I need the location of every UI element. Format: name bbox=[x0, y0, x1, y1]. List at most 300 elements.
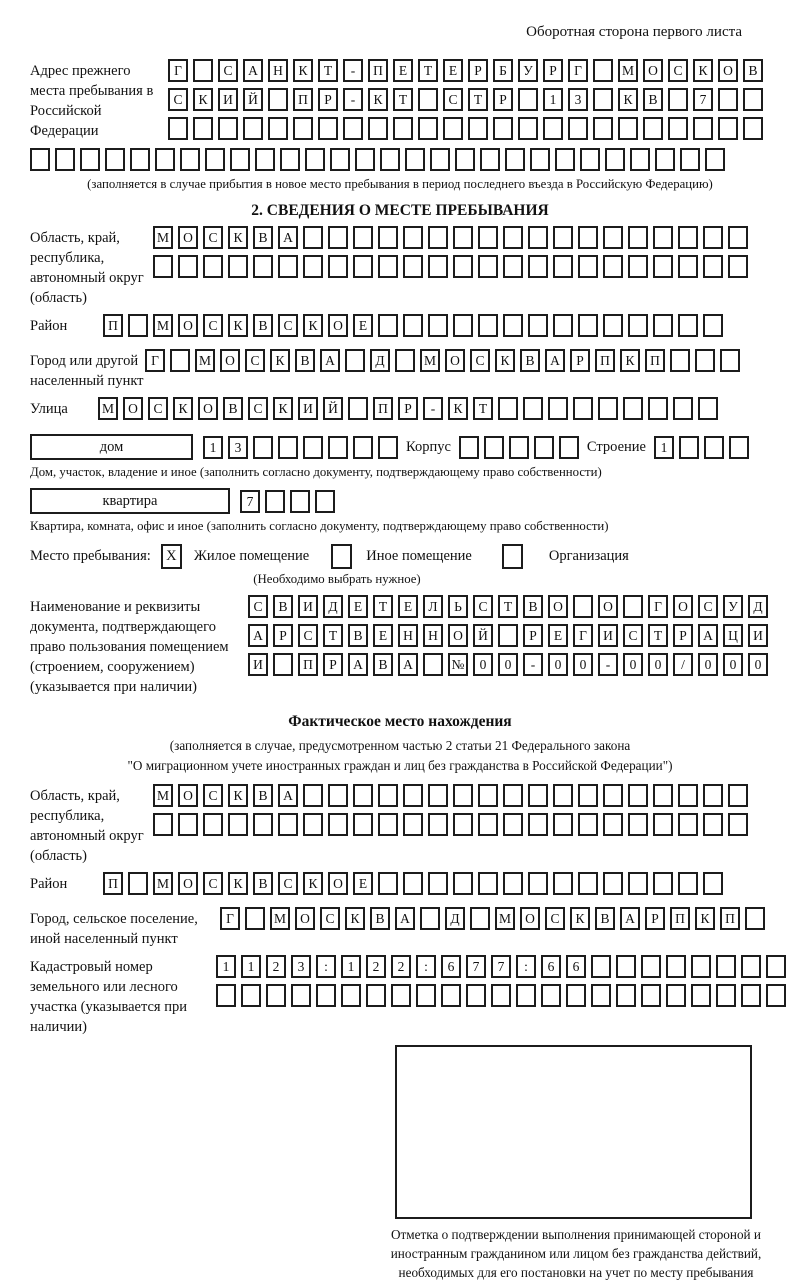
char-cell bbox=[428, 872, 448, 895]
char-cell bbox=[255, 148, 275, 171]
char-cell bbox=[553, 813, 573, 836]
district-label: Район bbox=[30, 318, 68, 334]
char-cell: П bbox=[373, 397, 393, 420]
char-cell: Ь bbox=[448, 595, 468, 618]
char-cell: Г bbox=[220, 907, 240, 930]
char-cell bbox=[216, 984, 236, 1007]
char-cell: Т bbox=[648, 624, 668, 647]
char-cell: Р bbox=[493, 88, 513, 111]
char-cell: : bbox=[316, 955, 336, 978]
char-cell: С bbox=[473, 595, 493, 618]
char-cell: И bbox=[748, 624, 768, 647]
char-cell bbox=[278, 436, 298, 459]
char-cell: С bbox=[203, 872, 223, 895]
char-cell bbox=[218, 117, 238, 140]
char-cell bbox=[153, 813, 173, 836]
char-cell: Т bbox=[498, 595, 518, 618]
char-cell bbox=[678, 314, 698, 337]
char-row bbox=[98, 397, 770, 420]
char-cell bbox=[553, 784, 573, 807]
char-cell bbox=[728, 255, 748, 278]
field-actual-region bbox=[30, 784, 770, 866]
char-cell bbox=[80, 148, 100, 171]
char-cell bbox=[423, 653, 443, 676]
char-cell bbox=[418, 88, 438, 111]
char-cell bbox=[478, 255, 498, 278]
char-cell bbox=[366, 984, 386, 1007]
checkbox-residential: X bbox=[161, 544, 182, 569]
char-cell: 6 bbox=[441, 955, 461, 978]
char-cell: 7 bbox=[240, 490, 260, 513]
char-cell: - bbox=[343, 88, 363, 111]
char-cell bbox=[453, 226, 473, 249]
char-cell: 1 bbox=[216, 955, 236, 978]
char-cell bbox=[345, 349, 365, 372]
char-cell bbox=[605, 148, 625, 171]
char-cell: К bbox=[303, 872, 323, 895]
field-actual-city bbox=[30, 907, 770, 949]
char-cell bbox=[328, 226, 348, 249]
char-cell: К bbox=[193, 88, 213, 111]
char-cell: Б bbox=[493, 59, 513, 82]
char-cell bbox=[243, 117, 263, 140]
char-cell: Т bbox=[393, 88, 413, 111]
char-cell bbox=[603, 255, 623, 278]
char-cell: 1 bbox=[341, 955, 361, 978]
char-row-full-width bbox=[30, 148, 770, 171]
actual-location-title: Фактическое место нахождения bbox=[288, 713, 512, 730]
stamp-area-box bbox=[395, 1045, 752, 1219]
char-cell bbox=[503, 226, 523, 249]
char-cell bbox=[703, 226, 723, 249]
char-cell bbox=[403, 813, 423, 836]
char-cell bbox=[666, 955, 686, 978]
char-cell: - bbox=[598, 653, 618, 676]
char-cell bbox=[670, 349, 690, 372]
char-cell bbox=[716, 984, 736, 1007]
char-cell bbox=[679, 436, 699, 459]
char-cell: Т bbox=[318, 59, 338, 82]
char-cell bbox=[603, 226, 623, 249]
char-cell bbox=[491, 984, 511, 1007]
char-cell bbox=[328, 784, 348, 807]
char-cell bbox=[628, 784, 648, 807]
char-cell: О bbox=[178, 872, 198, 895]
char-cell bbox=[278, 255, 298, 278]
char-cell: О bbox=[548, 595, 568, 618]
char-cell: К bbox=[303, 314, 323, 337]
char-cell: У bbox=[723, 595, 743, 618]
char-cell bbox=[745, 907, 765, 930]
char-cell: Д bbox=[748, 595, 768, 618]
stamp-caption: Отметка о подтверждении выполнения принимающей стороной и иностранным гражданином или лицом без гражданства действий, необходимых для его постановки на учет по месту пребывания bbox=[390, 1226, 762, 1280]
char-cell: В bbox=[253, 314, 273, 337]
previous-address-rows bbox=[168, 59, 770, 146]
field-document bbox=[30, 595, 770, 697]
char-cell bbox=[478, 226, 498, 249]
char-row bbox=[248, 595, 770, 618]
char-cell: Е bbox=[443, 59, 463, 82]
char-cell: В bbox=[295, 349, 315, 372]
char-cell bbox=[691, 955, 711, 978]
char-cell: Р bbox=[570, 349, 590, 372]
char-cell bbox=[528, 255, 548, 278]
char-row bbox=[103, 872, 770, 895]
char-cell bbox=[391, 984, 411, 1007]
char-cell: 2 bbox=[266, 955, 286, 978]
actual-location-note-line1: (заполняется в случае, предусмотренном частью 2 статьи 21 Федерального закона bbox=[169, 738, 631, 753]
char-cell bbox=[178, 813, 198, 836]
char-cell: Л bbox=[423, 595, 443, 618]
char-cell: О bbox=[718, 59, 738, 82]
char-cell: К bbox=[270, 349, 290, 372]
char-cell: Г bbox=[568, 59, 588, 82]
char-cell bbox=[534, 436, 554, 459]
char-cell: М bbox=[618, 59, 638, 82]
char-cell bbox=[405, 148, 425, 171]
char-cell bbox=[648, 397, 668, 420]
char-cell bbox=[718, 88, 738, 111]
char-cell bbox=[743, 117, 763, 140]
char-cell: Н bbox=[398, 624, 418, 647]
char-cell bbox=[428, 255, 448, 278]
char-cell: А bbox=[395, 907, 415, 930]
char-cell: М bbox=[195, 349, 215, 372]
char-cell: К bbox=[345, 907, 365, 930]
char-cell: О bbox=[328, 872, 348, 895]
char-cell: А bbox=[248, 624, 268, 647]
char-cell bbox=[678, 784, 698, 807]
char-cell bbox=[170, 349, 190, 372]
char-cell: В bbox=[743, 59, 763, 82]
char-cell bbox=[653, 255, 673, 278]
char-cell bbox=[353, 813, 373, 836]
char-cell bbox=[703, 255, 723, 278]
char-cell bbox=[453, 872, 473, 895]
char-cell bbox=[316, 984, 336, 1007]
char-cell bbox=[348, 397, 368, 420]
char-cell bbox=[155, 148, 175, 171]
char-cell bbox=[553, 226, 573, 249]
char-cell: Р bbox=[468, 59, 488, 82]
char-cell bbox=[268, 88, 288, 111]
char-cell: - bbox=[523, 653, 543, 676]
char-cell: О bbox=[295, 907, 315, 930]
char-cell: О bbox=[643, 59, 663, 82]
char-cell: И bbox=[248, 653, 268, 676]
char-cell: М bbox=[270, 907, 290, 930]
char-cell bbox=[578, 226, 598, 249]
char-cell bbox=[478, 813, 498, 836]
char-row bbox=[203, 436, 398, 459]
apartment-caption: Квартира, комната, офис и иное (заполнить согласно документу, подтверждающему право собственности) bbox=[30, 519, 609, 533]
char-cell bbox=[428, 784, 448, 807]
char-cell bbox=[628, 813, 648, 836]
char-cell bbox=[603, 872, 623, 895]
char-cell bbox=[559, 436, 579, 459]
char-cell bbox=[470, 907, 490, 930]
char-cell bbox=[378, 872, 398, 895]
char-cell: Н bbox=[423, 624, 443, 647]
cadastre-label: Кадастровый номер земельного или лесного участка (указывается при наличии) bbox=[30, 958, 187, 1035]
char-cell: О bbox=[598, 595, 618, 618]
char-cell bbox=[578, 255, 598, 278]
char-cell bbox=[341, 984, 361, 1007]
char-cell: 2 bbox=[366, 955, 386, 978]
char-cell bbox=[509, 436, 529, 459]
char-cell: - bbox=[423, 397, 443, 420]
char-cell: В bbox=[595, 907, 615, 930]
char-cell: 2 bbox=[391, 955, 411, 978]
char-cell bbox=[228, 255, 248, 278]
char-cell bbox=[518, 88, 538, 111]
char-cell: П bbox=[720, 907, 740, 930]
char-cell bbox=[528, 872, 548, 895]
char-cell: У bbox=[518, 59, 538, 82]
char-cell bbox=[416, 984, 436, 1007]
char-cell bbox=[666, 984, 686, 1007]
char-cell bbox=[203, 813, 223, 836]
actual-location-note-line2: "О миграционном учете иностранных граждан и лиц без гражданства в Российской Федерации") bbox=[127, 757, 673, 773]
char-cell bbox=[591, 955, 611, 978]
char-cell: А bbox=[698, 624, 718, 647]
char-cell bbox=[303, 784, 323, 807]
char-cell bbox=[628, 872, 648, 895]
char-cell: Й bbox=[243, 88, 263, 111]
char-cell bbox=[466, 984, 486, 1007]
char-row bbox=[103, 314, 770, 337]
char-cell: И bbox=[598, 624, 618, 647]
char-cell bbox=[743, 88, 763, 111]
char-cell bbox=[578, 784, 598, 807]
char-cell bbox=[503, 314, 523, 337]
char-cell: С bbox=[320, 907, 340, 930]
char-row bbox=[654, 436, 749, 459]
char-cell bbox=[578, 314, 598, 337]
char-cell: В bbox=[253, 226, 273, 249]
char-cell bbox=[403, 872, 423, 895]
char-cell: 7 bbox=[491, 955, 511, 978]
char-cell bbox=[653, 784, 673, 807]
korpus-label: Корпус bbox=[406, 438, 451, 455]
option-organization-label: Организация bbox=[548, 548, 629, 564]
char-cell bbox=[428, 813, 448, 836]
char-row bbox=[216, 955, 786, 978]
char-cell: : bbox=[416, 955, 436, 978]
char-cell: 1 bbox=[203, 436, 223, 459]
char-cell: К bbox=[693, 59, 713, 82]
char-cell: П bbox=[298, 653, 318, 676]
char-cell bbox=[393, 117, 413, 140]
char-cell bbox=[303, 436, 323, 459]
actual-region-label: Область, край, республика, автономный округ (область) bbox=[30, 787, 144, 864]
char-cell: Е bbox=[393, 59, 413, 82]
field-actual-district bbox=[30, 872, 770, 901]
field-cadastre bbox=[30, 955, 770, 1037]
char-row bbox=[216, 984, 786, 1007]
char-cell bbox=[623, 595, 643, 618]
char-cell bbox=[703, 872, 723, 895]
char-cell bbox=[245, 907, 265, 930]
char-cell: / bbox=[673, 653, 693, 676]
char-cell: С bbox=[248, 397, 268, 420]
char-cell bbox=[578, 872, 598, 895]
char-cell: О bbox=[123, 397, 143, 420]
char-cell bbox=[528, 813, 548, 836]
char-cell bbox=[766, 984, 786, 1007]
char-cell: К bbox=[368, 88, 388, 111]
char-cell bbox=[328, 436, 348, 459]
char-cell bbox=[591, 984, 611, 1007]
char-cell: 1 bbox=[241, 955, 261, 978]
char-cell: Е bbox=[353, 314, 373, 337]
char-cell bbox=[528, 314, 548, 337]
char-cell bbox=[273, 653, 293, 676]
char-cell: С bbox=[168, 88, 188, 111]
char-cell bbox=[641, 955, 661, 978]
char-cell bbox=[265, 490, 285, 513]
char-cell bbox=[353, 255, 373, 278]
char-cell bbox=[593, 117, 613, 140]
char-cell: 7 bbox=[466, 955, 486, 978]
char-cell: В bbox=[253, 784, 273, 807]
char-cell: К bbox=[570, 907, 590, 930]
char-cell bbox=[228, 813, 248, 836]
char-cell bbox=[630, 148, 650, 171]
field-previous-address bbox=[30, 59, 770, 146]
char-cell: В bbox=[273, 595, 293, 618]
char-cell: К bbox=[293, 59, 313, 82]
char-cell: Т bbox=[418, 59, 438, 82]
char-cell bbox=[420, 907, 440, 930]
char-cell: И bbox=[218, 88, 238, 111]
char-cell: О bbox=[178, 226, 198, 249]
char-cell: 6 bbox=[566, 955, 586, 978]
stay-type-note: (Необходимо выбрать нужное) bbox=[253, 572, 421, 586]
char-cell bbox=[378, 255, 398, 278]
char-cell bbox=[355, 148, 375, 171]
char-cell bbox=[616, 955, 636, 978]
char-cell bbox=[441, 984, 461, 1007]
char-cell: К bbox=[273, 397, 293, 420]
char-cell bbox=[603, 784, 623, 807]
char-cell bbox=[728, 226, 748, 249]
char-cell bbox=[668, 88, 688, 111]
char-cell bbox=[498, 624, 518, 647]
char-cell bbox=[503, 872, 523, 895]
char-cell bbox=[503, 813, 523, 836]
char-cell: Е bbox=[373, 624, 393, 647]
char-cell bbox=[573, 397, 593, 420]
char-row bbox=[459, 436, 579, 459]
checkbox-other-premises bbox=[331, 544, 352, 569]
char-cell bbox=[705, 148, 725, 171]
char-cell: 7 bbox=[693, 88, 713, 111]
char-cell bbox=[403, 226, 423, 249]
char-cell bbox=[568, 117, 588, 140]
char-cell bbox=[505, 148, 525, 171]
char-cell: А bbox=[320, 349, 340, 372]
char-cell: Т bbox=[323, 624, 343, 647]
stay-type-row bbox=[30, 544, 770, 569]
char-cell: С bbox=[668, 59, 688, 82]
actual-location-note bbox=[30, 736, 770, 776]
char-cell bbox=[703, 813, 723, 836]
char-cell: С bbox=[245, 349, 265, 372]
char-cell: А bbox=[278, 784, 298, 807]
page-header: Оборотная сторона первого листа bbox=[526, 24, 742, 40]
char-cell: Т bbox=[473, 397, 493, 420]
char-cell: Р bbox=[323, 653, 343, 676]
char-cell: Р bbox=[273, 624, 293, 647]
char-row bbox=[168, 59, 770, 82]
region-label: Область, край, республика, автономный округ (область) bbox=[30, 230, 144, 306]
char-cell bbox=[766, 955, 786, 978]
char-cell bbox=[353, 226, 373, 249]
char-cell bbox=[468, 117, 488, 140]
char-cell bbox=[653, 226, 673, 249]
char-cell bbox=[655, 148, 675, 171]
char-cell: М bbox=[153, 872, 173, 895]
char-cell: 1 bbox=[654, 436, 674, 459]
char-cell bbox=[378, 226, 398, 249]
char-cell: С bbox=[278, 314, 298, 337]
char-cell bbox=[193, 117, 213, 140]
char-cell: - bbox=[343, 59, 363, 82]
previous-address-note: (заполняется в случае прибытия в новое место пребывания в период последнего въезда в Российскую Федерацию) bbox=[87, 177, 713, 191]
char-cell: М bbox=[495, 907, 515, 930]
char-cell bbox=[678, 872, 698, 895]
char-cell: К bbox=[618, 88, 638, 111]
char-cell bbox=[230, 148, 250, 171]
char-cell bbox=[530, 148, 550, 171]
char-cell bbox=[328, 255, 348, 278]
char-row bbox=[248, 624, 770, 647]
char-cell bbox=[478, 872, 498, 895]
char-cell bbox=[128, 872, 148, 895]
actual-city-label: Город, сельское поселение, иной населенный пункт bbox=[30, 910, 198, 947]
char-cell: О bbox=[448, 624, 468, 647]
region-rows bbox=[153, 226, 770, 284]
char-cell bbox=[628, 314, 648, 337]
char-cell bbox=[618, 117, 638, 140]
char-cell bbox=[628, 255, 648, 278]
char-cell: 6 bbox=[541, 955, 561, 978]
char-cell bbox=[305, 148, 325, 171]
char-cell: 0 bbox=[473, 653, 493, 676]
char-cell: 1 bbox=[543, 88, 563, 111]
char-cell bbox=[128, 314, 148, 337]
char-cell: В bbox=[348, 624, 368, 647]
char-cell bbox=[368, 117, 388, 140]
char-cell bbox=[453, 784, 473, 807]
char-cell: 0 bbox=[648, 653, 668, 676]
char-cell bbox=[573, 595, 593, 618]
char-cell: Р bbox=[543, 59, 563, 82]
char-cell: М bbox=[420, 349, 440, 372]
option-other-premises-label: Иное помещение bbox=[366, 548, 472, 564]
char-cell bbox=[105, 148, 125, 171]
char-cell bbox=[278, 813, 298, 836]
char-cell: О bbox=[328, 314, 348, 337]
char-cell bbox=[528, 784, 548, 807]
char-cell bbox=[653, 314, 673, 337]
char-cell: В bbox=[373, 653, 393, 676]
char-cell: П bbox=[293, 88, 313, 111]
char-cell: Р bbox=[645, 907, 665, 930]
char-cell: К bbox=[620, 349, 640, 372]
char-row bbox=[240, 490, 335, 513]
